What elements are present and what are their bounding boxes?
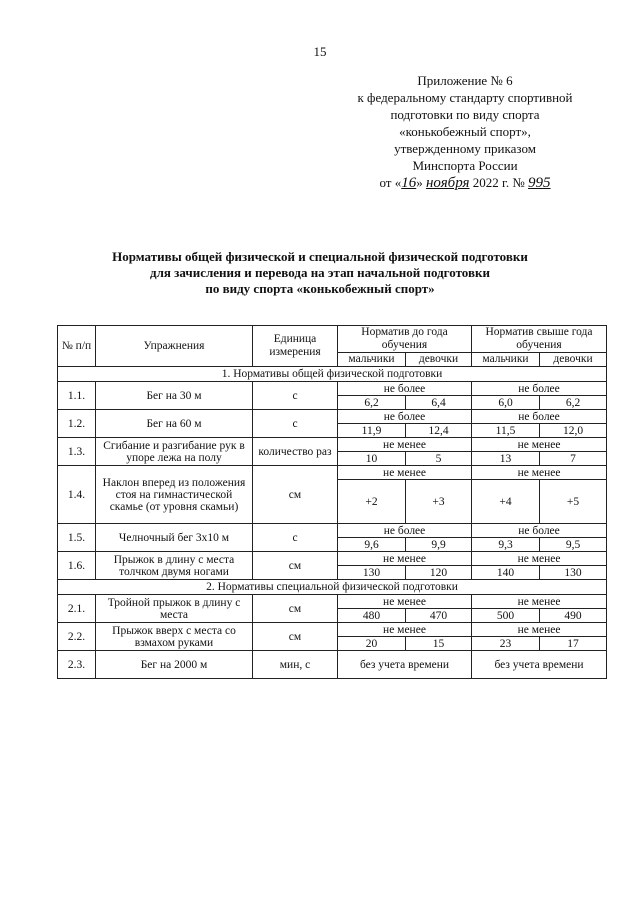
value-boys-after-year: +4 [472, 480, 540, 524]
table-row [58, 552, 607, 566]
value-boys-first-year: 10 [338, 452, 406, 466]
value-boys-first-year: 20 [338, 637, 406, 651]
table-row [58, 651, 607, 679]
title-line: Нормативы общей физической и специальной физической подготовки [112, 249, 528, 264]
standards-table [57, 325, 607, 679]
row-number: 1.5. [58, 524, 96, 552]
header-exercise: Упражнения [96, 326, 253, 367]
order-date-line [330, 174, 600, 192]
condition-first-year: не менее [338, 466, 472, 480]
value-girls-first-year: 12,4 [406, 424, 472, 438]
appendix-line: к федеральному стандарту спортивной [357, 90, 573, 105]
value-girls-first-year: 120 [406, 566, 472, 580]
handwritten-order-number: 995 [528, 175, 551, 191]
handwritten-day: 16 [401, 175, 417, 191]
unit: см [253, 623, 338, 651]
condition-first-year: не менее [338, 595, 472, 609]
appendix-line: «конькобежный спорт», [399, 124, 531, 139]
page-number: 15 [313, 44, 327, 59]
section-row [58, 580, 607, 595]
row-number: 1.1. [58, 382, 96, 410]
condition-after-year: не более [472, 524, 607, 538]
section-title: 1. Нормативы общей физической подготовки [58, 367, 607, 382]
header-girls: девочки [540, 353, 607, 367]
exercise-name: Бег на 30 м [96, 382, 253, 410]
exercise-name: Бег на 2000 м [96, 651, 253, 679]
value-boys-after-year: 11,5 [472, 424, 540, 438]
value-boys-first-year: 6,2 [338, 396, 406, 410]
value-girls-after-year: 6,2 [540, 396, 607, 410]
value-girls-first-year: 15 [406, 637, 472, 651]
table-row [58, 595, 607, 609]
unit: количество раз [253, 438, 338, 466]
table-row [58, 623, 607, 637]
value-girls-after-year: 7 [540, 452, 607, 466]
unit: с [253, 382, 338, 410]
condition-after-year: не более [472, 382, 607, 396]
row-number: 2.1. [58, 595, 96, 623]
unit: с [253, 410, 338, 438]
condition-first-year: не менее [338, 623, 472, 637]
value-boys-first-year: 480 [338, 609, 406, 623]
row-number: 1.6. [58, 552, 96, 580]
value-girls-first-year: 6,4 [406, 396, 472, 410]
condition-first-year: не менее [338, 552, 472, 566]
value-first-year: без учета времени [338, 651, 472, 679]
exercise-name: Бег на 60 м [96, 410, 253, 438]
value-girls-after-year: +5 [540, 480, 607, 524]
section-title: 2. Нормативы специальной физической подготовки [58, 580, 607, 595]
value-girls-after-year: 130 [540, 566, 607, 580]
value-boys-after-year: 500 [472, 609, 540, 623]
value-girls-first-year: 5 [406, 452, 472, 466]
value-boys-after-year: 23 [472, 637, 540, 651]
row-number: 1.4. [58, 466, 96, 524]
value-boys-first-year: +2 [338, 480, 406, 524]
appendix-line: подготовки по виду спорта [390, 107, 540, 122]
exercise-name: Тройной прыжок в длину с места [96, 595, 253, 623]
condition-first-year: не более [338, 524, 472, 538]
appendix-line: Приложение № 6 [417, 73, 513, 88]
header-num: № п/п [58, 326, 96, 367]
exercise-name: Наклон вперед из положения стоя на гимнастической скамье (от уровня скамьи) [96, 466, 253, 524]
table-row [58, 466, 607, 480]
header-boys: мальчики [472, 353, 540, 367]
condition-first-year: не менее [338, 438, 472, 452]
handwritten-month: ноября [425, 175, 470, 191]
value-girls-first-year: 470 [406, 609, 472, 623]
value-girls-first-year: 9,9 [406, 538, 472, 552]
value-boys-first-year: 9,6 [338, 538, 406, 552]
value-girls-after-year: 17 [540, 637, 607, 651]
header-girls: девочки [406, 353, 472, 367]
exercise-name: Сгибание и разгибание рук в упоре лежа на полу [96, 438, 253, 466]
value-boys-first-year: 130 [338, 566, 406, 580]
row-number: 2.3. [58, 651, 96, 679]
condition-first-year: не более [338, 410, 472, 424]
appendix-line: утвержденному приказом [394, 141, 536, 156]
exercise-name: Прыжок в длину с места толчком двумя ногами [96, 552, 253, 580]
date-mid: » [416, 175, 426, 190]
date-prefix: от « [379, 175, 402, 190]
date-year: 2022 г. № [469, 175, 529, 190]
row-number: 1.3. [58, 438, 96, 466]
table-row [58, 438, 607, 452]
condition-after-year: не менее [472, 466, 607, 480]
row-number: 2.2. [58, 623, 96, 651]
value-girls-first-year: +3 [406, 480, 472, 524]
section-row [58, 367, 607, 382]
unit: см [253, 466, 338, 524]
unit: мин, с [253, 651, 338, 679]
table-row [58, 410, 607, 424]
value-boys-first-year: 11,9 [338, 424, 406, 438]
value-girls-after-year: 12,0 [540, 424, 607, 438]
exercise-name: Прыжок вверх с места со взмахом руками [96, 623, 253, 651]
header-unit: Единица измерения [253, 326, 338, 367]
condition-first-year: не более [338, 382, 472, 396]
unit: см [253, 595, 338, 623]
table-row [58, 524, 607, 538]
value-boys-after-year: 140 [472, 566, 540, 580]
table-row [58, 382, 607, 396]
row-number: 1.2. [58, 410, 96, 438]
condition-after-year: не менее [472, 623, 607, 637]
title-line: по виду спорта «конькобежный спорт» [205, 281, 435, 296]
header-group-after-year: Норматив свыше года обучения [472, 326, 607, 353]
header-group-first-year: Норматив до года обучения [338, 326, 472, 353]
value-boys-after-year: 9,3 [472, 538, 540, 552]
value-boys-after-year: 6,0 [472, 396, 540, 410]
header-boys: мальчики [338, 353, 406, 367]
document-title [40, 249, 600, 297]
condition-after-year: не менее [472, 552, 607, 566]
unit: см [253, 552, 338, 580]
exercise-name: Челночный бег 3х10 м [96, 524, 253, 552]
condition-after-year: не менее [472, 595, 607, 609]
value-girls-after-year: 490 [540, 609, 607, 623]
value-girls-after-year: 9,5 [540, 538, 607, 552]
title-line: для зачисления и перевода на этап начальной подготовки [150, 265, 490, 280]
value-boys-after-year: 13 [472, 452, 540, 466]
unit: с [253, 524, 338, 552]
value-after-year: без учета времени [472, 651, 607, 679]
condition-after-year: не менее [472, 438, 607, 452]
appendix-line: Минспорта России [412, 158, 518, 173]
appendix-block [330, 72, 600, 192]
condition-after-year: не более [472, 410, 607, 424]
